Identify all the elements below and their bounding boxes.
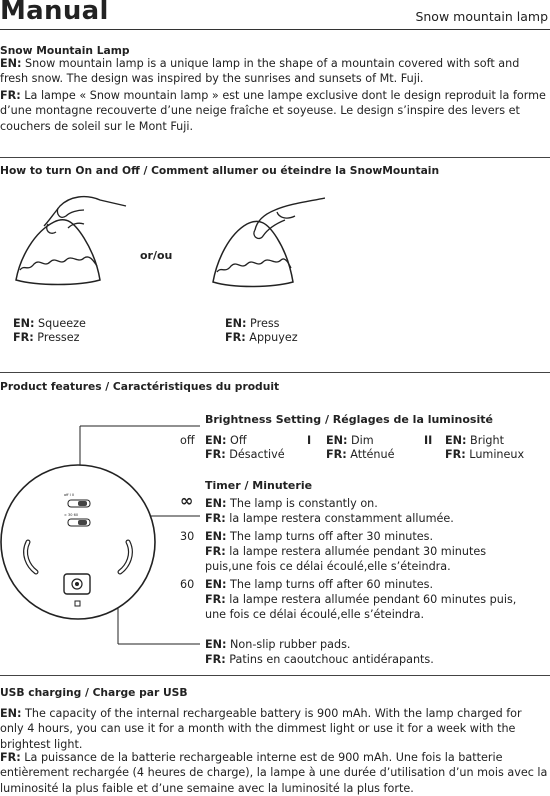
usb-fr-text: La puissance de la batterie rechargeable interne est de 900 mAh. Une fois la batterie entièrement rechargée (4 heures de charge), la lampe à une durée d’utilisation d’un mois avec la luminosité la plus faible et d’une semaine avec la luminosité la plus forte. xyxy=(0,751,548,795)
timer-infinite-mark: ∞ xyxy=(180,491,194,510)
timer-infinite-en xyxy=(205,497,378,512)
en-prefix: EN: xyxy=(13,317,35,330)
en-prefix: EN: xyxy=(326,434,348,447)
usb-fr-paragraph xyxy=(0,750,548,796)
timer-30-mark: 30 xyxy=(180,530,195,543)
pads-en-text: Non-slip rubber pads. xyxy=(230,638,351,651)
usb-en-text: The capacity of the internal rechargeable battery is 900 mAh. With the lamp charged for only 4 hours, you can use it for a month with the dimmest light or use it for a week with the brightest light. xyxy=(0,707,522,751)
section-divider xyxy=(0,675,550,676)
fr-prefix: FR: xyxy=(205,593,226,606)
timer-30-en-text: The lamp turns off after 30 minutes. xyxy=(230,530,434,543)
en-prefix: EN: xyxy=(205,497,227,510)
en-prefix: EN: xyxy=(205,434,227,447)
timer-30-fr xyxy=(205,545,486,560)
timer-60-fr-text: la lampe restera allumée pendant 60 minutes puis, xyxy=(229,593,517,606)
en-prefix: EN: xyxy=(0,57,22,70)
brightness-bright-mark: II xyxy=(424,434,433,447)
timer-title: Timer / Minuterie xyxy=(205,479,313,492)
brightness-dim-en xyxy=(326,434,374,449)
timer-60-fr xyxy=(205,593,516,608)
timer-infinite-fr xyxy=(205,512,454,527)
svg-text:off I II: off I II xyxy=(64,493,74,497)
en-prefix: EN: xyxy=(445,434,467,447)
fr-prefix: FR: xyxy=(326,448,347,461)
press-lamp-icon xyxy=(205,190,325,298)
onoff-heading: How to turn On and Off / Comment allumer ou éteindre la SnowMountain xyxy=(0,164,440,177)
press-caption-fr xyxy=(225,331,298,346)
timer-infinite-fr-text: la lampe restera constamment allumée. xyxy=(229,512,454,525)
lamp-underside-diagram xyxy=(0,404,210,674)
en-prefix: EN: xyxy=(205,638,227,651)
squeeze-caption-fr xyxy=(13,331,80,346)
brightness-off-en-text: Off xyxy=(230,434,247,447)
intro-heading: Snow Mountain Lamp xyxy=(0,44,130,57)
fr-prefix: FR: xyxy=(205,448,226,461)
timer-30-en xyxy=(205,530,433,545)
press-caption-en xyxy=(225,317,280,332)
svg-text:∞ 30 60: ∞ 30 60 xyxy=(64,513,79,517)
en-prefix: EN: xyxy=(205,578,227,591)
intro-fr-text: La lampe « Snow mountain lamp » est une lampe exclusive dont le design reproduit la forme d’une montagne recouverte d’une neige fraîche et soyeuse. Le design s’inspire des levers et couchers de soleil sur le Mont Fuji. xyxy=(0,89,546,133)
brightness-bright-fr-text: Lumineux xyxy=(469,448,525,461)
page-subtitle: Snow mountain lamp xyxy=(415,9,548,24)
brightness-off-mark: off xyxy=(180,434,195,447)
fr-prefix: FR: xyxy=(0,89,21,102)
pads-fr-text: Patins en caoutchouc antidérapants. xyxy=(229,653,434,666)
or-label: or/ou xyxy=(140,249,173,262)
intro-fr-paragraph xyxy=(0,88,548,134)
brightness-dim-en-text: Dim xyxy=(351,434,374,447)
squeeze-fr-text: Pressez xyxy=(37,331,80,344)
timer-60-en-text: The lamp turns off after 60 minutes. xyxy=(230,578,434,591)
usb-en-paragraph xyxy=(0,706,548,752)
fr-prefix: FR: xyxy=(205,512,226,525)
en-prefix: EN: xyxy=(0,707,22,720)
squeeze-caption-en xyxy=(13,317,86,332)
squeeze-en-text: Squeeze xyxy=(38,317,86,330)
timer-30-fr-line2: puis,une fois ce délai écoulé,elle s’éteindra. xyxy=(205,560,451,573)
brightness-bright-en-text: Bright xyxy=(470,434,505,447)
fr-prefix: FR: xyxy=(205,545,226,558)
brightness-off-en xyxy=(205,434,247,449)
header-divider xyxy=(0,29,550,30)
page-title: Manual xyxy=(0,0,109,26)
brightness-dim-fr xyxy=(326,448,394,463)
squeeze-lamp-icon xyxy=(8,188,128,298)
brightness-dim-fr-text: Atténué xyxy=(350,448,395,461)
timer-30-fr-text: la lampe restera allumée pendant 30 minutes xyxy=(229,545,487,558)
timer-60-fr-line2: une fois ce délai écoulé,elle s’éteindra. xyxy=(205,608,425,621)
fr-prefix: FR: xyxy=(0,751,21,764)
timer-60-mark: 60 xyxy=(180,578,195,591)
brightness-off-fr xyxy=(205,448,285,463)
fr-prefix: FR: xyxy=(13,331,34,344)
brightness-bright-fr xyxy=(445,448,524,463)
brightness-title: Brightness Setting / Réglages de la luminosité xyxy=(205,413,493,426)
pads-fr xyxy=(205,653,434,668)
intro-en-paragraph xyxy=(0,56,548,87)
brightness-bright-en xyxy=(445,434,504,449)
section-divider xyxy=(0,157,550,158)
intro-en-text: Snow mountain lamp is a unique lamp in the shape of a mountain covered with soft and fresh snow. The design was inspired by the sunrises and sunsets of Mt. Fuji. xyxy=(0,57,520,86)
fr-prefix: FR: xyxy=(225,331,246,344)
brightness-off-fr-text: Désactivé xyxy=(229,448,285,461)
fr-prefix: FR: xyxy=(205,653,226,666)
section-divider xyxy=(0,372,550,373)
press-en-text: Press xyxy=(250,317,280,330)
fr-prefix: FR: xyxy=(445,448,466,461)
timer-infinite-en-text: The lamp is constantly on. xyxy=(230,497,378,510)
en-prefix: EN: xyxy=(225,317,247,330)
brightness-dim-mark: I xyxy=(307,434,312,447)
features-heading: Product features / Caractéristiques du produit xyxy=(0,380,280,393)
press-fr-text: Appuyez xyxy=(249,331,298,344)
en-prefix: EN: xyxy=(205,530,227,543)
pads-en xyxy=(205,638,350,653)
usb-heading: USB charging / Charge par USB xyxy=(0,686,188,699)
timer-60-en xyxy=(205,578,433,593)
